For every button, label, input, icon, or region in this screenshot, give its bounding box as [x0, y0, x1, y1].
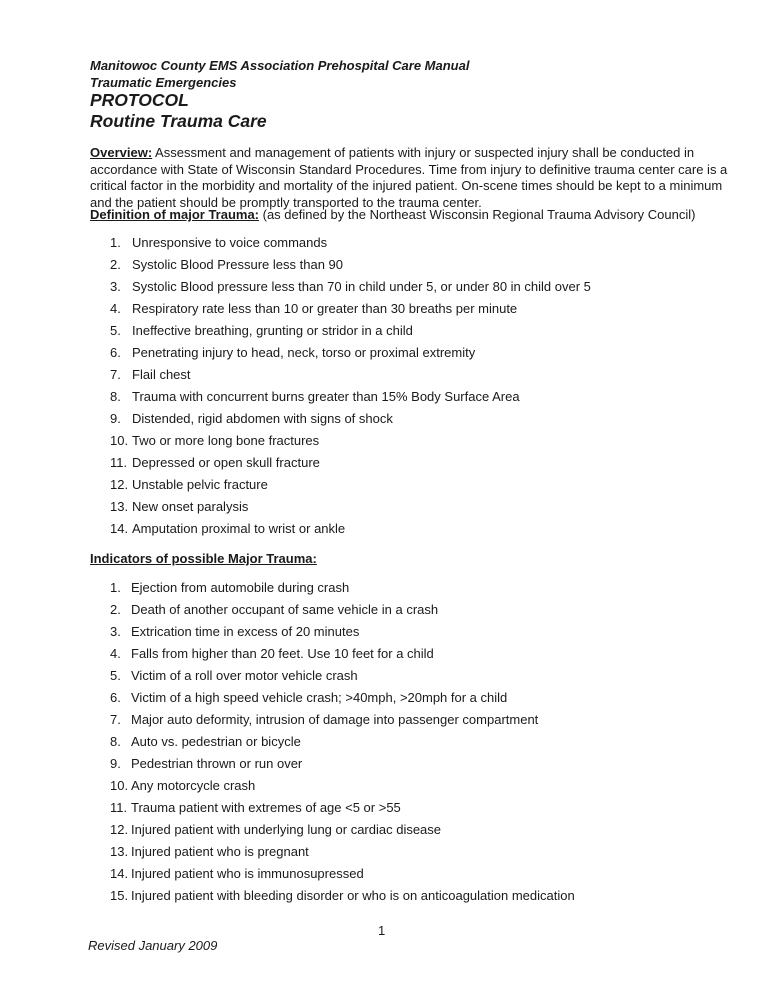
definition-heading — [90, 207, 695, 223]
page-title — [90, 90, 267, 132]
revision-footer: Revised January 2009 — [88, 938, 218, 953]
header-section-title: Traumatic Emergencies — [90, 75, 237, 90]
definition-source: (as defined by the Northeast Wisconsin Regional Trauma Advisory Council) — [259, 207, 696, 222]
document-page: Manitowoc County EMS Association Prehospital Care Manual Traumatic Emergencies PROTOCOL Routine Trauma Care Overview: Assessment and management of patients with injury or suspected injury shall be conducted in accordance with State of Wisconsin Standard Procedures. Time from injury to definitive trauma center care is a critical factor in the morbidity and mortality of the injured patient. On-scene times should be kept to a minimum and the patient should be promptly transported to the trauma center. Definition of major Trauma: (as defined by the Northeast Wisconsin Regional Trauma Advisory Council) 1. Unresponsive to voice commands 2. Systolic Blood Pressure less than 90 3. Systolic Blood pressure less than 70 in child under 5, or under 80 in child over 5 4. Respiratory rate less than 10 or greater than 30 breaths per minute 5. Ineffective breathing, grunting or stridor in a child 6. Penetrating injury to head, neck, torso or proximal extremity 7. Flail chest 8. Trauma with concurrent burns greater than 15% Body Surface Area 9. Distended, rigid abdomen with signs of shock 10. Two or more long bone fractures 11. Depressed or open skull fracture 12. Unstable pelvic fracture 13. New onset paralysis 14. Amputation proximal to wrist or ankle Indicators of possible Major Trauma: 1. Ejection from automobile during crash 2. Death of another occupant of same vehicle in a crash 3. Extrication time in excess of 20 minutes 4. Falls from higher than 20 feet. Use 10 feet for a child 5. Victim of a roll over motor vehicle crash 6. Victim of a high speed vehicle crash; >40mph, >20mph for a child 7. Major auto deformity, intrusion of damage into passenger compartment 8. Auto vs. pedestrian or bicycle 9. Pedestrian thrown or run over 10. Any motorcycle crash 11. Trauma patient with extremes of age <5 or >55 12. Injured patient with underlying lung or cardiac disease 13. Injured patient who is pregnant 14. Injured patient who is immunosupressed 15. Injured patient with bleeding disorder or who is on anticoagulation medication 1 Revised January 2009 — [0, 0, 768, 994]
title-subject: Routine Trauma Care — [90, 111, 267, 131]
title-protocol: PROTOCOL — [90, 90, 189, 110]
overview-paragraph — [90, 145, 730, 211]
header-manual-title: Manitowoc County EMS Association Prehospital Care Manual — [90, 58, 470, 73]
overview-text: Assessment and management of patients with injury or suspected injury shall be conducted in accordance with State of Wisconsin Standard Procedures. Time from injury to definitive trauma center care is a critical factor in the morbidity and mortality of the injured patient. On-scene times should be kept to a minimum and the patient should be promptly transported to the trauma center. — [90, 145, 728, 210]
overview-label: Overview: — [90, 145, 153, 160]
indicators-heading — [90, 551, 317, 567]
page-number: 1 — [378, 923, 386, 938]
definition-label: Definition of major Trauma: — [90, 207, 260, 222]
indicators-label: Indicators of possible Major Trauma: — [90, 551, 317, 566]
running-header — [90, 57, 469, 91]
